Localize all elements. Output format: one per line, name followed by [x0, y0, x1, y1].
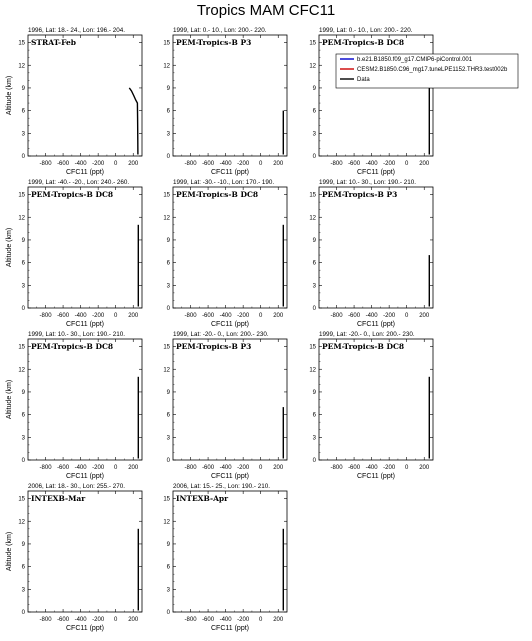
y-tick-label: 3 — [312, 435, 316, 442]
x-tick-label: -600 — [348, 465, 361, 471]
y-tick-label: 0 — [312, 154, 316, 160]
x-tick-label: -400 — [365, 161, 378, 167]
y-tick-label: 15 — [18, 192, 25, 199]
legend-label: CESM2.B1850.C96_mg17.tuneLPE1152.THR3.test002b — [357, 67, 508, 73]
x-tick-label: -400 — [74, 313, 87, 319]
campaign-label: PEM-Tropics-B DC8 — [176, 190, 259, 199]
y-tick-label: 15 — [18, 40, 25, 47]
y-tick-label: 6 — [21, 108, 25, 115]
panel-header: 1999, Lat: -20.- 0., Lon: 200.- 230. — [173, 331, 269, 338]
y-tick-label: 15 — [309, 192, 316, 199]
x-tick-label: 0 — [405, 313, 409, 319]
y-tick-label: 15 — [163, 496, 170, 503]
panel-2 — [163, 27, 287, 176]
x-tick-label: 0 — [259, 465, 263, 471]
x-tick-label: -800 — [184, 465, 197, 471]
x-tick-label: 0 — [259, 617, 263, 623]
x-tick-label: -800 — [39, 313, 52, 319]
y-tick-label: 9 — [21, 237, 25, 244]
y-tick-label: 0 — [21, 458, 25, 464]
x-tick-label: -200 — [92, 617, 105, 623]
y-tick-label: 6 — [312, 260, 316, 267]
x-tick-label: 200 — [128, 465, 139, 471]
x-axis-label: CFC11 (ppt) — [211, 625, 249, 632]
panel-3 — [309, 27, 518, 176]
x-tick-label: -200 — [383, 465, 396, 471]
x-axis-label: CFC11 (ppt) — [211, 321, 249, 328]
y-tick-label: 3 — [166, 587, 170, 594]
y-tick-label: 12 — [18, 215, 25, 222]
x-tick-label: 0 — [114, 313, 118, 319]
x-tick-label: 0 — [114, 465, 118, 471]
x-tick-label: -800 — [330, 161, 343, 167]
y-tick-label: 0 — [21, 610, 25, 616]
x-tick-label: 0 — [405, 465, 409, 471]
y-tick-label: 9 — [312, 237, 316, 244]
x-tick-label: -200 — [92, 313, 105, 319]
y-tick-label: 12 — [163, 367, 170, 374]
x-tick-label: 200 — [273, 313, 284, 319]
plot-frame — [173, 339, 287, 460]
y-tick-label: 12 — [163, 63, 170, 70]
campaign-label: PEM-Tropics-B DC8 — [31, 190, 114, 199]
x-tick-label: -200 — [383, 161, 396, 167]
page-title: Tropics MAM CFC11 — [196, 2, 336, 19]
y-tick-label: 0 — [166, 306, 170, 312]
y-tick-label: 15 — [163, 192, 170, 199]
y-tick-label: 15 — [18, 496, 25, 503]
y-tick-label: 3 — [21, 283, 25, 290]
plot-frame — [28, 187, 142, 308]
x-tick-label: 200 — [128, 313, 139, 319]
y-tick-label: 3 — [312, 283, 316, 290]
x-axis-label: CFC11 (ppt) — [66, 169, 104, 176]
x-axis-label: CFC11 (ppt) — [211, 169, 249, 176]
x-tick-label: -400 — [219, 161, 232, 167]
panel-7 — [6, 331, 142, 480]
x-tick-label: -400 — [365, 313, 378, 319]
y-tick-label: 6 — [166, 260, 170, 267]
y-tick-label: 12 — [18, 367, 25, 374]
x-tick-label: -800 — [39, 617, 52, 623]
x-tick-label: 0 — [405, 161, 409, 167]
y-tick-label: 6 — [312, 412, 316, 419]
y-tick-label: 15 — [309, 40, 316, 47]
y-tick-label: 6 — [166, 108, 170, 115]
y-tick-label: 12 — [163, 215, 170, 222]
panel-9 — [309, 331, 433, 480]
x-tick-label: -800 — [184, 617, 197, 623]
panel-10 — [6, 483, 142, 632]
x-tick-label: 0 — [259, 161, 263, 167]
y-tick-label: 3 — [21, 131, 25, 138]
x-tick-label: -800 — [184, 313, 197, 319]
y-tick-label: 15 — [18, 344, 25, 351]
x-tick-label: -400 — [74, 465, 87, 471]
y-tick-label: 9 — [166, 541, 170, 548]
campaign-label: PEM-Tropics-B P3 — [176, 38, 252, 47]
x-tick-label: 200 — [419, 313, 430, 319]
panel-header: 1999, Lat: -30.- -10., Lon: 170.- 190. — [173, 179, 275, 186]
y-axis-label: Altitude (km) — [6, 531, 13, 572]
panel-header: 1999, Lat: 0.- 10., Lon: 200.- 220. — [319, 27, 413, 34]
plot-frame — [28, 35, 142, 156]
x-tick-label: 200 — [419, 161, 430, 167]
x-tick-label: -600 — [57, 465, 70, 471]
panel-header: 1999, Lat: 10.- 30., Lon: 190.- 210. — [319, 179, 416, 186]
y-tick-label: 3 — [312, 131, 316, 138]
panel-header: 1999, Lat: -20.- 0., Lon: 200.- 230. — [319, 331, 415, 338]
plot-frame — [319, 35, 433, 156]
plot-frame — [319, 187, 433, 308]
x-axis-label: CFC11 (ppt) — [66, 625, 104, 632]
plot-frame — [28, 339, 142, 460]
x-tick-label: -400 — [219, 617, 232, 623]
x-tick-label: -800 — [330, 313, 343, 319]
y-tick-label: 12 — [163, 519, 170, 526]
x-tick-label: -400 — [365, 465, 378, 471]
x-tick-label: -600 — [348, 313, 361, 319]
y-tick-label: 9 — [312, 389, 316, 396]
x-tick-label: -200 — [237, 617, 250, 623]
y-tick-label: 9 — [166, 85, 170, 92]
panel-header: 1999, Lat: -40.- -20., Lon: 240.- 260. — [28, 179, 130, 186]
x-tick-label: -800 — [330, 465, 343, 471]
y-tick-label: 15 — [309, 344, 316, 351]
y-tick-label: 9 — [21, 85, 25, 92]
y-tick-label: 12 — [309, 63, 316, 70]
y-tick-label: 12 — [18, 63, 25, 70]
campaign-label: INTEXB-Mar — [31, 494, 86, 503]
y-tick-label: 9 — [21, 389, 25, 396]
x-tick-label: -600 — [57, 161, 70, 167]
panel-8 — [163, 331, 287, 480]
x-axis-label: CFC11 (ppt) — [357, 321, 395, 328]
panel-1 — [6, 27, 142, 176]
x-tick-label: 200 — [273, 465, 284, 471]
y-tick-label: 3 — [21, 435, 25, 442]
x-tick-label: -400 — [219, 313, 232, 319]
panel-header: 1999, Lat: 10.- 30., Lon: 190.- 210. — [28, 331, 125, 338]
x-tick-label: -400 — [219, 465, 232, 471]
panel-5 — [163, 179, 287, 328]
y-tick-label: 0 — [166, 154, 170, 160]
y-tick-label: 6 — [166, 564, 170, 571]
plot-frame — [173, 35, 287, 156]
panel-header: 2006, Lat: 18.- 30., Lon: 255.- 270. — [28, 483, 125, 490]
legend-label: b.e21.B1850.f09_g17.CMIP6-piControl.001 — [357, 57, 473, 63]
x-tick-label: 0 — [114, 161, 118, 167]
plot-frame — [173, 187, 287, 308]
y-tick-label: 6 — [312, 108, 316, 115]
campaign-label: INTEXB-Apr — [176, 494, 229, 503]
y-axis-label: Altitude (km) — [6, 227, 13, 268]
x-tick-label: 200 — [128, 161, 139, 167]
x-tick-label: -600 — [202, 161, 215, 167]
y-tick-label: 0 — [21, 306, 25, 312]
y-tick-label: 9 — [21, 541, 25, 548]
y-tick-label: 12 — [309, 215, 316, 222]
campaign-label: PEM-Tropics-B P3 — [176, 342, 252, 351]
y-axis-label: Altitude (km) — [6, 75, 13, 116]
y-tick-label: 12 — [309, 367, 316, 374]
x-tick-label: -200 — [92, 465, 105, 471]
campaign-label: PEM-Tropics-B DC8 — [31, 342, 114, 351]
x-axis-label: CFC11 (ppt) — [211, 473, 249, 480]
x-tick-label: 200 — [419, 465, 430, 471]
y-tick-label: 6 — [21, 564, 25, 571]
legend — [336, 54, 518, 88]
x-tick-label: -400 — [74, 161, 87, 167]
x-axis-label: CFC11 (ppt) — [66, 473, 104, 480]
y-tick-label: 3 — [166, 131, 170, 138]
y-tick-label: 0 — [166, 610, 170, 616]
plot-frame — [173, 491, 287, 612]
panel-header: 1999, Lat: 0.- 10., Lon: 200.- 220. — [173, 27, 267, 34]
y-tick-label: 9 — [166, 237, 170, 244]
panel-header: 2006, Lat: 15.- 25., Lon: 190.- 210. — [173, 483, 270, 490]
x-tick-label: -200 — [383, 313, 396, 319]
x-tick-label: 200 — [273, 617, 284, 623]
y-tick-label: 3 — [166, 283, 170, 290]
x-tick-label: 0 — [114, 617, 118, 623]
x-tick-label: -400 — [74, 617, 87, 623]
x-tick-label: -600 — [202, 617, 215, 623]
x-tick-label: 0 — [259, 313, 263, 319]
y-axis-label: Altitude (km) — [6, 379, 13, 420]
y-tick-label: 6 — [21, 412, 25, 419]
y-tick-label: 3 — [166, 435, 170, 442]
y-tick-label: 0 — [312, 306, 316, 312]
campaign-label: STRAT-Feb — [31, 38, 77, 47]
x-axis-label: CFC11 (ppt) — [357, 473, 395, 480]
x-tick-label: -600 — [57, 313, 70, 319]
y-tick-label: 6 — [21, 260, 25, 267]
x-tick-label: -800 — [39, 161, 52, 167]
x-axis-label: CFC11 (ppt) — [66, 321, 104, 328]
y-tick-label: 9 — [312, 85, 316, 92]
x-tick-label: -600 — [202, 313, 215, 319]
series-line-data — [129, 88, 138, 155]
y-tick-label: 0 — [312, 458, 316, 464]
y-tick-label: 15 — [163, 344, 170, 351]
campaign-label: PEM-Tropics-B DC8 — [322, 38, 405, 47]
y-tick-label: 15 — [163, 40, 170, 47]
campaign-label: PEM-Tropics-B P3 — [322, 190, 398, 199]
y-tick-label: 0 — [166, 458, 170, 464]
x-tick-label: -800 — [184, 161, 197, 167]
panel-header: 1996, Lat: 18.- 24., Lon: 196.- 204. — [28, 27, 125, 34]
y-tick-label: 12 — [18, 519, 25, 526]
x-tick-label: -800 — [39, 465, 52, 471]
x-axis-label: CFC11 (ppt) — [357, 169, 395, 176]
x-tick-label: -600 — [348, 161, 361, 167]
x-tick-label: -200 — [237, 465, 250, 471]
y-tick-label: 9 — [166, 389, 170, 396]
x-tick-label: -600 — [202, 465, 215, 471]
campaign-label: PEM-Tropics-B DC8 — [322, 342, 405, 351]
panel-11 — [163, 483, 287, 632]
plot-frame — [28, 491, 142, 612]
legend-label: Data — [357, 77, 370, 83]
x-tick-label: -200 — [237, 161, 250, 167]
plot-frame — [319, 339, 433, 460]
y-tick-label: 3 — [21, 587, 25, 594]
x-tick-label: -200 — [237, 313, 250, 319]
panel-4 — [6, 179, 142, 328]
x-tick-label: -200 — [92, 161, 105, 167]
x-tick-label: 200 — [128, 617, 139, 623]
x-tick-label: -600 — [57, 617, 70, 623]
panel-6 — [309, 179, 433, 328]
y-tick-label: 6 — [166, 412, 170, 419]
y-tick-label: 0 — [21, 154, 25, 160]
x-tick-label: 200 — [273, 161, 284, 167]
